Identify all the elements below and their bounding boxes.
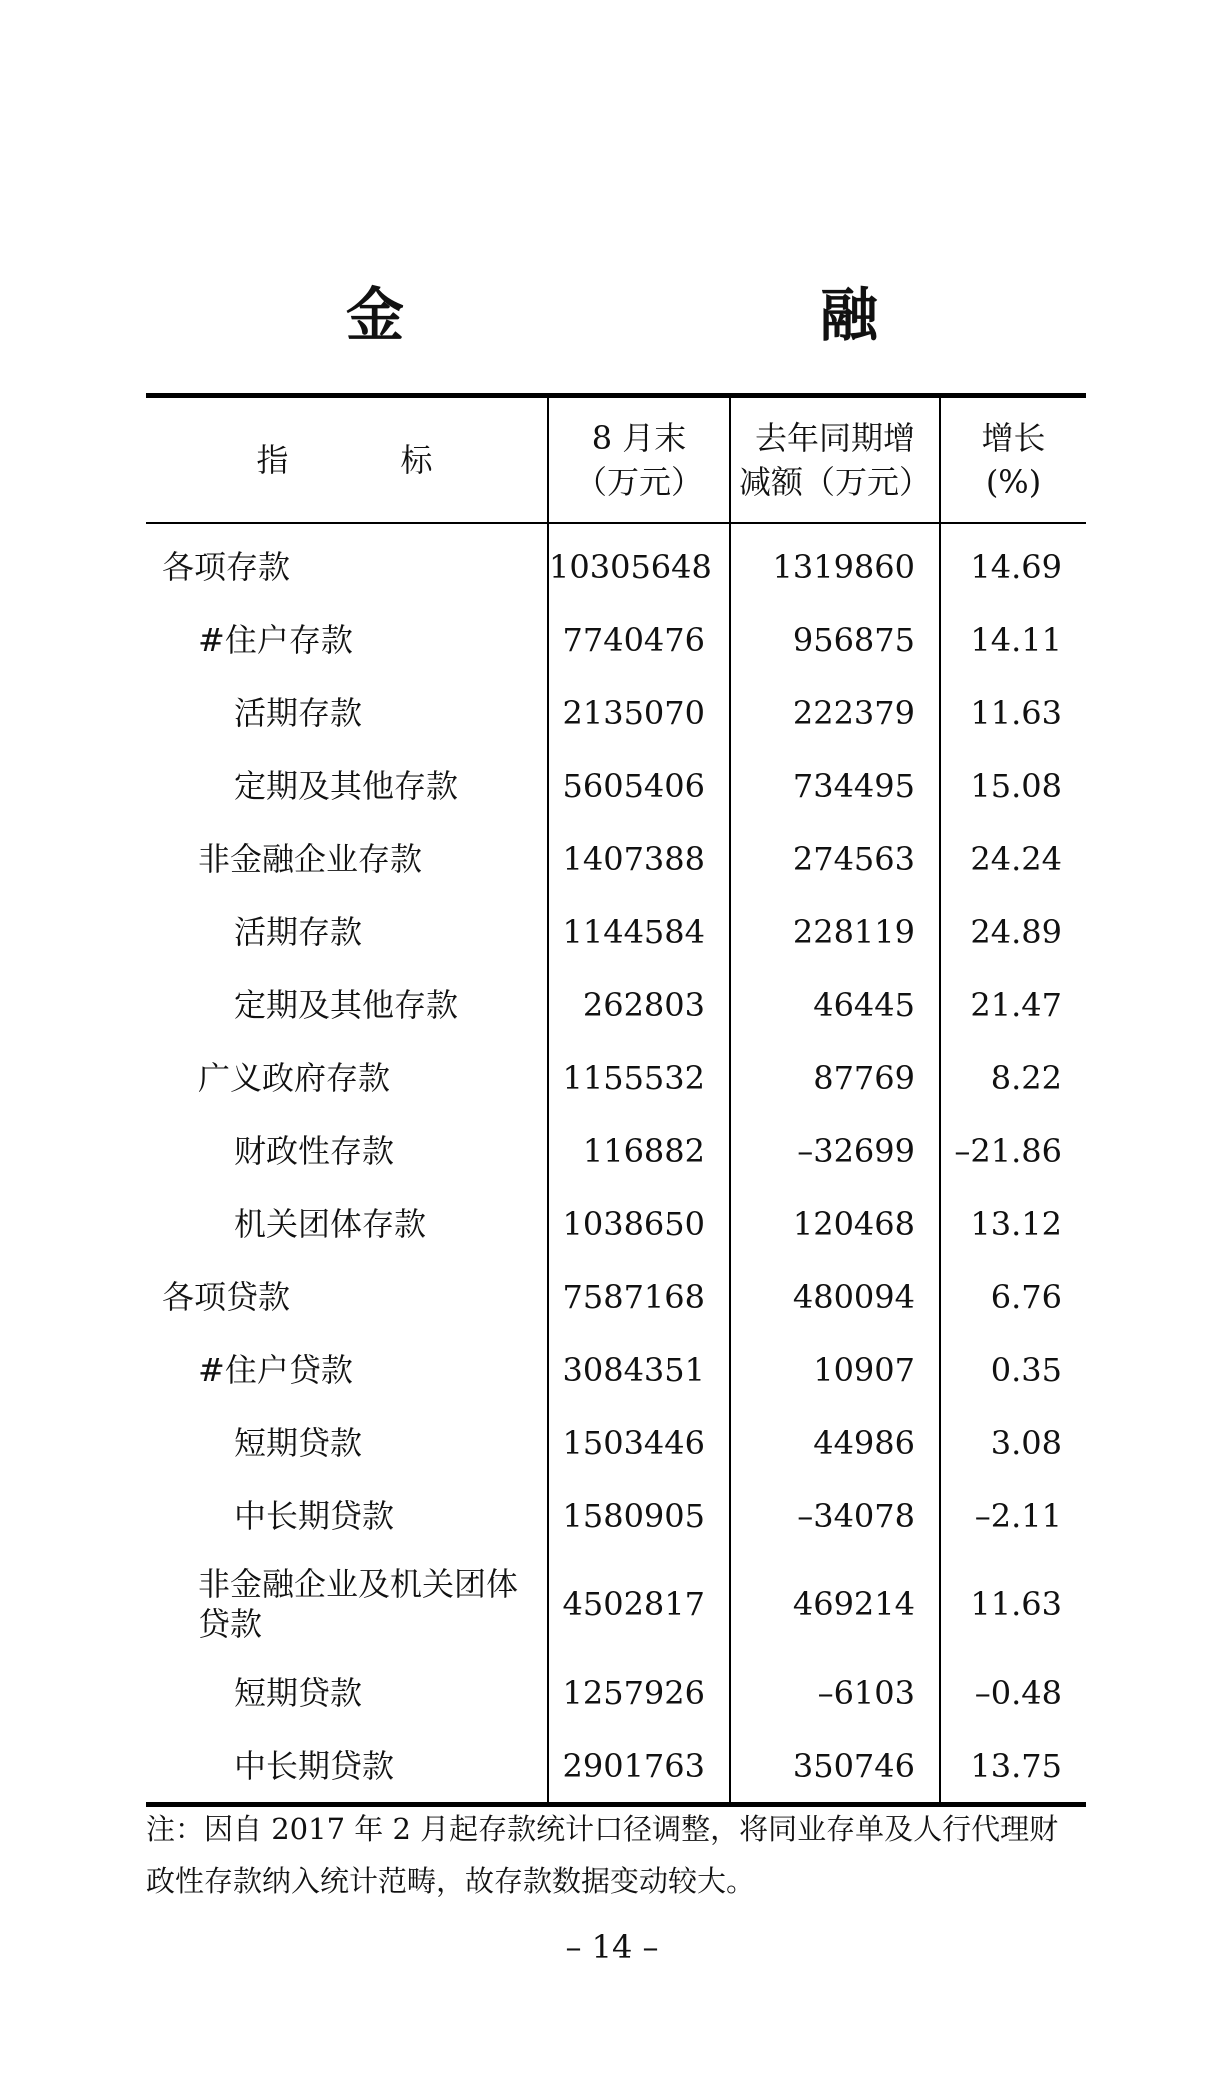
row-value-end-of-august: 1257926: [548, 1656, 730, 1729]
row-value-growth: 21.47: [940, 968, 1086, 1041]
row-value-end-of-august: 1144584: [548, 895, 730, 968]
row-name-cell: 中长期贷款: [234, 1496, 395, 1535]
row-value-yoy-change: 480094: [730, 1260, 940, 1333]
row-value-growth: 6.76: [940, 1260, 1086, 1333]
row-value-end-of-august: 1038650: [548, 1187, 730, 1260]
row-value-yoy-change: 10907: [730, 1333, 940, 1406]
row-name-cell: 活期存款: [234, 912, 363, 951]
row-value-end-of-august: 10305648: [548, 523, 730, 603]
row-name-cell: 非金融企业存款: [198, 839, 423, 878]
row-value-growth: –2.11: [940, 1479, 1086, 1552]
row-value-yoy-change: –34078: [730, 1479, 940, 1552]
row-value-end-of-august: 1155532: [548, 1041, 730, 1114]
row-name-cell: 财政性存款: [234, 1131, 395, 1170]
row-value-growth: 14.11: [940, 603, 1086, 676]
header-end-of-august: 8 月末 （万元）: [548, 396, 730, 524]
row-value-end-of-august: 1503446: [548, 1406, 730, 1479]
row-name-cell: 定期及其他存款: [234, 985, 459, 1024]
row-value-growth: 14.69: [940, 523, 1086, 603]
row-value-growth: 24.24: [940, 822, 1086, 895]
row-value-yoy-change: 120468: [730, 1187, 940, 1260]
row-value-yoy-change: 734495: [730, 749, 940, 822]
page-title: 金 融: [345, 281, 978, 349]
finance-table: [146, 393, 1086, 1807]
row-name-cell: 中长期贷款: [234, 1746, 395, 1785]
row-value-growth: –21.86: [940, 1114, 1086, 1187]
row-value-end-of-august: 7587168: [548, 1260, 730, 1333]
row-value-yoy-change: 87769: [730, 1041, 940, 1114]
row-name-cell: #住户贷款: [198, 1350, 353, 1389]
table-row: [146, 1260, 1086, 1333]
row-name-cell: 各项贷款: [162, 1277, 291, 1316]
row-value-yoy-change: 228119: [730, 895, 940, 968]
table-row: [146, 1729, 1086, 1805]
row-value-end-of-august: 2901763: [548, 1729, 730, 1805]
row-value-growth: 13.12: [940, 1187, 1086, 1260]
row-name-cell: 短期贷款: [234, 1673, 363, 1712]
header-indicator: 指 标: [146, 396, 548, 524]
row-value-growth: 0.35: [940, 1333, 1086, 1406]
row-value-growth: 11.63: [940, 676, 1086, 749]
footnote: 注：因自 2017 年 2 月起存款统计口径调整，将同业存单及人行代理财政性存款纳入统计范畴，故存款数据变动较大。: [146, 1812, 1059, 1898]
row-value-yoy-change: 46445: [730, 968, 940, 1041]
row-value-yoy-change: –6103: [730, 1656, 940, 1729]
row-value-growth: 24.89: [940, 895, 1086, 968]
row-value-end-of-august: 116882: [548, 1114, 730, 1187]
row-name-cell: 活期存款: [234, 693, 363, 732]
row-name-cell: 广义政府存款: [198, 1058, 391, 1097]
row-name-cell: 非金融企业及机关团体贷款: [198, 1565, 519, 1643]
table-header: [146, 396, 1086, 524]
row-name-cell: #住户存款: [198, 620, 353, 659]
table-row: [146, 523, 1086, 603]
row-name-cell: 各项存款: [162, 547, 291, 586]
row-value-end-of-august: 3084351: [548, 1333, 730, 1406]
row-value-growth: 8.22: [940, 1041, 1086, 1114]
row-value-yoy-change: 956875: [730, 603, 940, 676]
table-row: [146, 676, 1086, 749]
table-row: [146, 822, 1086, 895]
row-name-cell: 定期及其他存款: [234, 766, 459, 805]
row-value-end-of-august: 262803: [548, 968, 730, 1041]
table-body: [146, 523, 1086, 1805]
row-value-end-of-august: 2135070: [548, 676, 730, 749]
page-number: – 14 –: [565, 1928, 659, 1966]
table-row: [146, 1333, 1086, 1406]
table-row: [146, 1041, 1086, 1114]
row-value-yoy-change: 274563: [730, 822, 940, 895]
row-name-cell: 机关团体存款: [234, 1204, 427, 1243]
table-row: [146, 895, 1086, 968]
row-value-yoy-change: 44986: [730, 1406, 940, 1479]
row-value-end-of-august: 7740476: [548, 603, 730, 676]
table-row: [146, 1406, 1086, 1479]
row-value-end-of-august: 5605406: [548, 749, 730, 822]
table-row: [146, 749, 1086, 822]
row-value-end-of-august: 1407388: [548, 822, 730, 895]
row-value-growth: 15.08: [940, 749, 1086, 822]
row-value-growth: 13.75: [940, 1729, 1086, 1805]
row-value-growth: –0.48: [940, 1656, 1086, 1729]
table-row: [146, 1187, 1086, 1260]
row-name-cell: 短期贷款: [234, 1423, 363, 1462]
row-value-end-of-august: 4502817: [548, 1552, 730, 1656]
table-row: [146, 1479, 1086, 1552]
header-growth: 增长 (%): [940, 396, 1086, 524]
table-row: [146, 603, 1086, 676]
table-row: [146, 968, 1086, 1041]
row-value-growth: 3.08: [940, 1406, 1086, 1479]
table-row: [146, 1114, 1086, 1187]
table-row: [146, 1552, 1086, 1656]
row-value-yoy-change: 1319860: [730, 523, 940, 603]
row-value-growth: 11.63: [940, 1552, 1086, 1656]
header-yoy-change: 去年同期增 减额（万元）: [730, 396, 940, 524]
row-value-yoy-change: 222379: [730, 676, 940, 749]
table-row: [146, 1656, 1086, 1729]
row-value-yoy-change: –32699: [730, 1114, 940, 1187]
row-value-yoy-change: 350746: [730, 1729, 940, 1805]
row-value-end-of-august: 1580905: [548, 1479, 730, 1552]
row-value-yoy-change: 469214: [730, 1552, 940, 1656]
